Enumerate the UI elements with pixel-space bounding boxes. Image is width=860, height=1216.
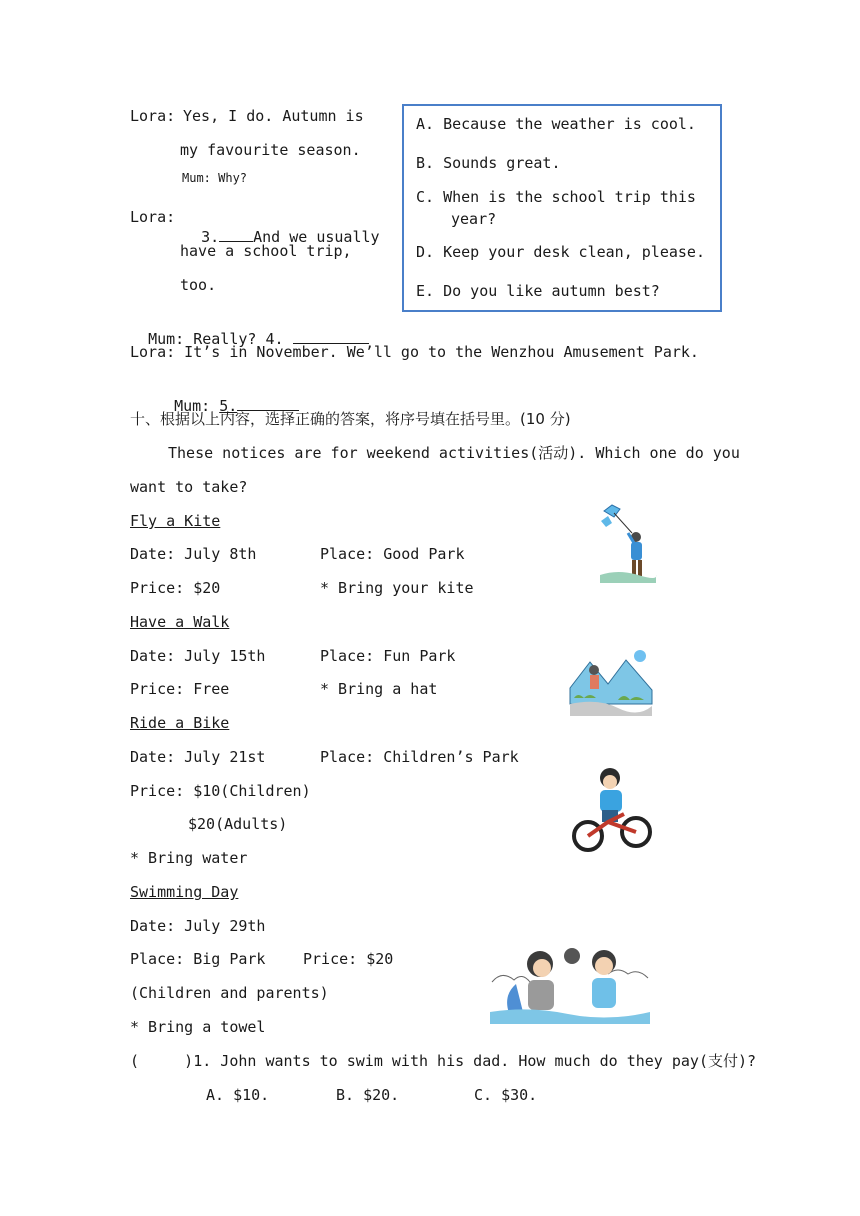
dialogue-text: And we usually xyxy=(253,228,380,246)
option-text: Sounds great. xyxy=(443,154,561,172)
dialogue-speaker-lora: Lora: xyxy=(130,208,176,226)
option-c-continued: year? xyxy=(451,210,497,228)
hiking-children-illustration xyxy=(568,648,654,718)
dialogue-speaker-lora: Lora: xyxy=(130,107,176,125)
question-text: 1. John wants to swim with his dad. How much do they pay(支付)? xyxy=(193,1052,757,1070)
notice-date: Date: July 29th xyxy=(130,917,266,935)
option-letter: E. xyxy=(416,282,435,300)
notice-price: Price: $20 xyxy=(130,579,221,597)
notice-price: Price: $10(Children) xyxy=(130,782,311,800)
notice-price: Price: Free xyxy=(130,680,230,698)
section-intro: want to take? xyxy=(130,478,248,496)
boy-riding-bike-illustration xyxy=(572,766,654,854)
section-heading: 十、根据以上内容，选择正确的答案，将序号填在括号里。(10 分) xyxy=(130,410,571,428)
option-b xyxy=(416,153,561,173)
blank-number: 5. xyxy=(219,397,238,415)
dialogue-line: Lora: It’s in November. We’ll go to the Wenzhou Amusement Park. xyxy=(130,343,699,361)
option-letter: A. xyxy=(416,115,435,133)
option-c xyxy=(416,187,696,207)
option-letter: B. xyxy=(416,154,435,172)
option-text: When is the school trip this xyxy=(443,188,696,206)
choice-c[interactable]: C. $30. xyxy=(474,1086,538,1104)
option-a xyxy=(416,114,696,134)
dialogue-line-mum: Mum: Why? xyxy=(182,171,248,185)
dialogue-speaker-mum: Mum: xyxy=(174,397,211,415)
dialogue-line: have a school trip, xyxy=(180,242,352,260)
choice-b[interactable]: B. $20. xyxy=(336,1086,400,1104)
notice-date: Date: July 21st xyxy=(130,748,266,766)
boy-flying-kite-illustration xyxy=(598,503,658,585)
notice-date: Date: July 15th xyxy=(130,647,266,665)
dialogue-line: Yes, I do. Autumn is xyxy=(183,107,364,125)
dialogue-text: Mum: Really? 4. xyxy=(148,330,284,348)
notice-note: * Bring water xyxy=(130,849,248,867)
notice-title-bike: Ride a Bike xyxy=(130,714,230,732)
option-letter: D. xyxy=(416,243,435,261)
answer-paren[interactable]: ( ) xyxy=(130,1052,194,1070)
notice-price: Price: $20 xyxy=(303,950,394,968)
fill-blank[interactable] xyxy=(219,227,253,242)
option-d xyxy=(416,242,705,262)
choice-a[interactable]: A. $10. xyxy=(206,1086,270,1104)
children-swimming-day-illustration xyxy=(488,944,652,1026)
option-text: Do you like autumn best? xyxy=(443,282,660,300)
notice-date: Date: July 8th xyxy=(130,545,257,563)
notice-place: Place: Good Park xyxy=(320,545,465,563)
notice-title-walk: Have a Walk xyxy=(130,613,230,631)
option-text: Keep your desk clean, please. xyxy=(443,243,705,261)
dialogue-line: my favourite season. xyxy=(180,141,361,159)
notice-note: * Bring a towel xyxy=(130,1018,266,1036)
notice-audience: (Children and parents) xyxy=(130,984,329,1002)
notice-place: Place: Fun Park xyxy=(320,647,456,665)
notice-place: Place: Big Park xyxy=(130,950,266,968)
notice-note: * Bring a hat xyxy=(320,680,438,698)
notice-note: * Bring your kite xyxy=(320,579,474,597)
notice-title-kite: Fly a Kite xyxy=(130,512,221,530)
section-intro: These notices are for weekend activities(活动). Which one do you xyxy=(168,444,740,462)
notice-price-adults: $20(Adults) xyxy=(188,815,288,833)
dialogue-line: too. xyxy=(180,276,217,294)
question-1 xyxy=(130,1051,756,1071)
blank-number: 3. xyxy=(201,228,220,246)
notice-place: Place: Children’s Park xyxy=(320,748,519,766)
option-letter: C. xyxy=(416,188,435,206)
option-text: Because the weather is cool. xyxy=(443,115,696,133)
option-e xyxy=(416,281,660,301)
notice-title-swim: Swimming Day xyxy=(130,883,239,901)
